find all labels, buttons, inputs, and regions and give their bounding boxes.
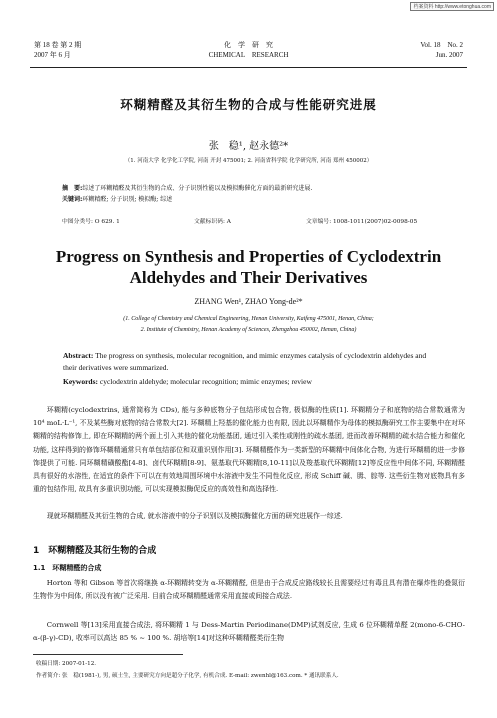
keywords-en-text: cyclodextrin aldehyde; molecular recognition; mimic enzymes; review xyxy=(98,377,312,386)
footnote-rule xyxy=(33,654,183,655)
abstract-cn-text: 综述了环糊精醛及其衍生物的合成、分子识别性能以及模拟酶催化方面的最新研究进展. xyxy=(82,185,313,192)
journal-volume-info-en xyxy=(420,40,463,60)
issue-date: 2007 年 6 月 xyxy=(34,51,71,59)
body-paragraph-4: Cornwell 等[13]采用直接合成法, 将环糊精 1 与 Dess-Martin Periodinane(DMP)试剂反应, 生成 6 位环糊精单醛 2(mono-6-CHO-α-(β-γ)-CD), 收率可以高达 85 % ~ 100 %. 胡培等[14]对这种环糊精醛类衍生物 xyxy=(33,621,465,643)
abstract-en-label: Abstract: xyxy=(63,351,94,360)
keywords-cn-label: 关键词: xyxy=(62,195,83,203)
journal-name-en: CHEMICAL RESEARCH xyxy=(208,51,289,59)
journal-name-cn: 化 学 研 究 xyxy=(224,41,273,49)
document-code: 文献标识码: A xyxy=(194,219,231,225)
paper-title-en xyxy=(0,246,497,288)
footnote-received-date: 收稿日期: 2007-01-12. xyxy=(36,661,97,667)
intro-paragraph-2: 现就环糊精醛及其衍生物的合成, 就水溶液中的分子识别以及模拟酶催化方面的研究进展作一综述. xyxy=(46,512,343,520)
affiliation-en-line1: (1. College of Chemistry and Chemical Engineering, Henan University, Kaifeng 475001, Henan, China; xyxy=(123,316,374,322)
volume-issue: 第 18 卷 第 2 期 xyxy=(34,41,82,49)
abstract-en xyxy=(63,350,435,373)
header-rule xyxy=(30,67,467,68)
keywords-cn-text: 环糊精醛; 分子识别; 模拟酶; 综述 xyxy=(82,195,173,203)
affiliation-en-line2: 2. Institute of Chemistry, Henan Academy of Sciences, Zhengzhou 450002, Henan, China) xyxy=(140,326,357,333)
keywords-cn-line xyxy=(62,195,442,206)
keywords-en xyxy=(63,376,435,387)
issue-date-en: Jun. 2007 xyxy=(435,51,463,59)
paper-title-en-line2: Aldehydes and Their Derivatives xyxy=(129,268,368,287)
authors-cn: 张 稳¹, 赵永德²* xyxy=(208,141,289,152)
classification-row xyxy=(62,216,436,225)
intro-paragraph-1: 环糊精(cyclodextrins, 通常简称为 CDs), 能与多种底物分子包结形成包合物, 极似酶的性质[1]. 环糊精分子和底物的结合常数通常为 10⁴ moL·L⁻¹, 不及某些酶对底物的结合常数大[2]. 环糊精上羟基的催化能力也有限, 因此以环糊精作为母体的模拟酶研究工作主要集中在对环糊精的结构修饰上, 即在环糊精的两个面上引入其他的催化功能基团, 通过引入柔性或刚性的疏水基团, 进而改善环糊精的疏水结合能力和催化功能, 这样得到的修饰环糊精通常只有单包结部位和双重识别作用[3]. 环糊精醛作为一类新型的环糊精中间体化合物, 为进行环糊精的进一步修饰提供了可能. 同环糊精磺酸酯[4-8]、卤代环糊精[8-9]、氨基取代环糊精[8,10-11]以及羧基取代环糊精[12]等反应性中间体不同, 环糊精醛具有很好的水溶性, 在适宜的条件下可以在有效地周围环境中水溶液中发生不同性化反应, 形成 Schiff 碱、胟、腙等. 这些衍生物对底物具有多重的包结作用, 故具有多重识别功能, 可以实现模拟酶促反应的高效性和高选择性. xyxy=(33,406,465,494)
abstract-cn-line xyxy=(62,184,442,195)
authors-en: ZHANG Wen¹, ZHAO Yong-de²* xyxy=(194,297,303,306)
keywords-en-label: Keywords: xyxy=(63,377,98,386)
paper-title-en-line1: Progress on Synthesis and Properties of Cyclodextrin xyxy=(55,247,442,266)
abstract-en-text: The progress on synthesis, molecular recognition, and mimic enzymes catalysis of cyclodextrin aldehydes and their derivatives were summarized. xyxy=(63,351,427,372)
affiliation-en xyxy=(0,314,497,335)
subsection-heading-1-1: 1.1 环糊精醛的合成 xyxy=(33,564,102,572)
clc-number: 中图分类号: O 629. 1 xyxy=(62,219,120,225)
archive-stamp: 档案资料 http://www.etonghua.com xyxy=(410,2,494,11)
volume-issue-en: Vol. 18 No. 2 xyxy=(420,41,463,49)
paper-title-cn: 环糊精醛及其衍生物的合成与性能研究进展 xyxy=(120,97,377,112)
abstract-cn xyxy=(62,184,442,205)
abstract-cn-label: 摘 要: xyxy=(62,185,83,192)
article-number: 文章编号: 1008-1011(2007)02-0098-05 xyxy=(306,219,418,225)
footnote-author-info: 作者简介: 张 稳(1981-), 男, 硕士生, 主要研究方向是超分子化学, 有机合成. E-mail: zwenhl@163.com. * 通讯联系人. xyxy=(36,673,339,679)
body-paragraph-3: Horton 等和 Gibson 等首次将继换 α-环糊精转变为 α-环糊精醛, 但是由于合成反应路线较长且需要经过有毒且具有潜在爆炸性的叠氮衍生物作为中间体, 所以没有被广泛采用. 目前合成环糊精醛通常采用直接或间接合成法. xyxy=(33,579,465,601)
section-heading-1: 1 环糊精醛及其衍生物的合成 xyxy=(33,546,157,556)
affiliation-cn: （1. 河南大学 化学化工学院, 河南 开封 475001; 2. 河南省科学院 化学研究所, 河南 郑州 450002） xyxy=(124,158,373,164)
